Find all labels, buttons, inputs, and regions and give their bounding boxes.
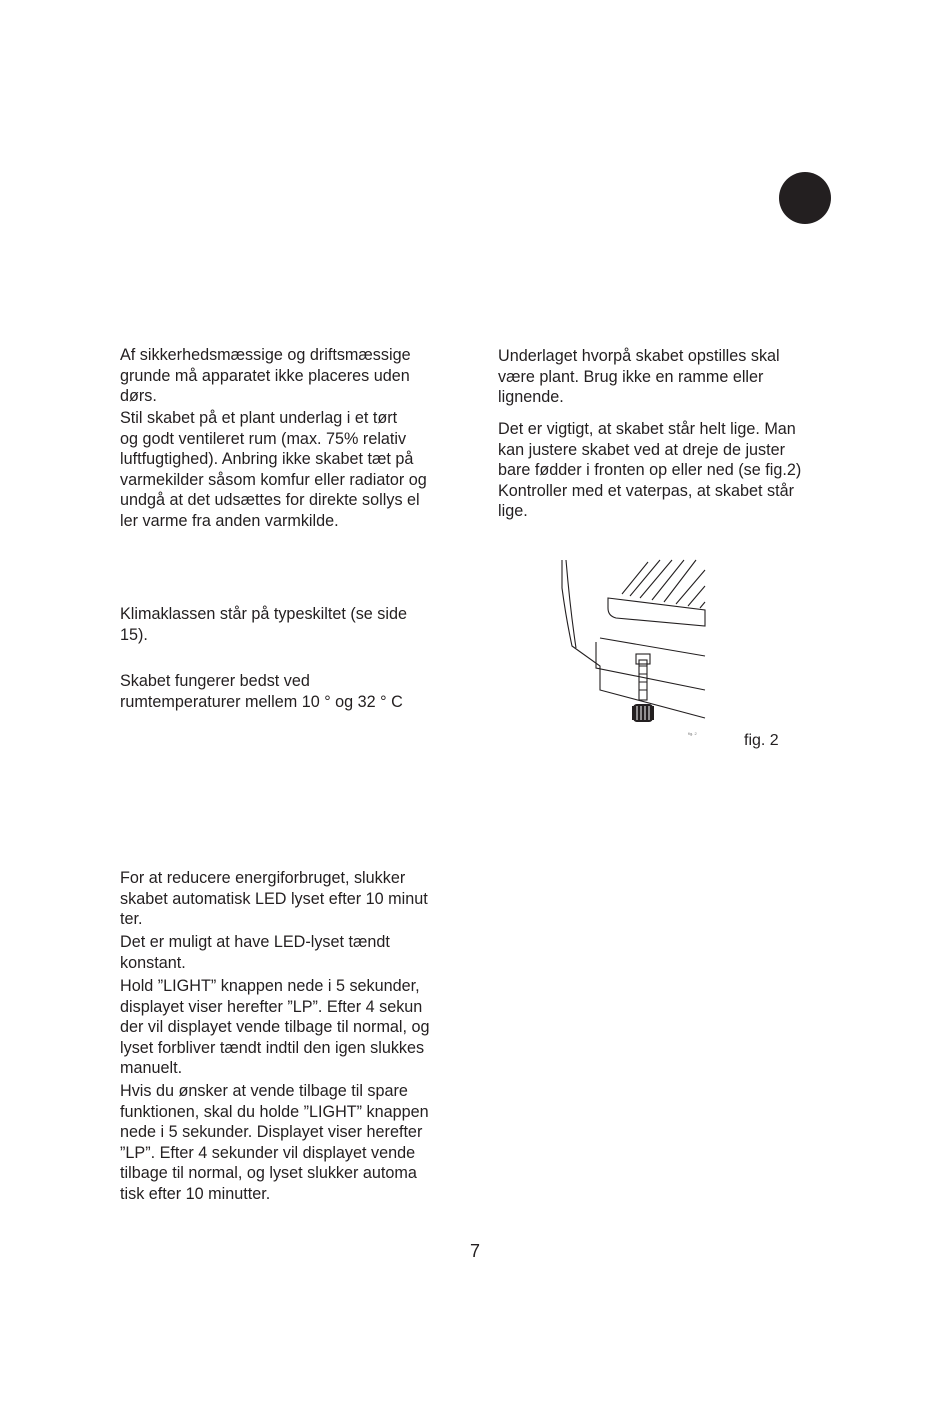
paragraph-leveling: Det er vigtigt, at skabet står helt lige. Man kan justere skabet ved at dreje de juster bare fødder i fronten op eller ned (se fig.2) Kontroller med et vaterpas, at skabet står lige. — [498, 420, 802, 521]
paragraph-placement: Stil skabet på et plant underlag i et tørt og godt ventileret rum (max. 75% relativ luftfugtighed). Anbring ikke skabet tæt på varmekilder såsom komfur eller radiator og undgå at det udsættes for direkte sollys el ler varme fra anden varmkilde. — [120, 409, 427, 530]
adjustable-foot-illustration — [560, 558, 708, 738]
paragraph-surface: Underlaget hvorpå skabet opstilles skal være plant. Brug ikke en ramme eller lignende. — [498, 347, 780, 407]
paragraph-room-temperature: Skabet fungerer bedst ved rumtemperaturer mellem 10 ° og 32 ° C — [120, 672, 403, 711]
figure-caption: fig. 2 — [744, 732, 779, 749]
paragraph-outdoor-warning: Af sikkerhedsmæssige og driftsmæssige grunde må apparatet ikke placeres uden dørs. — [120, 346, 411, 406]
page-number: 7 — [469, 1241, 480, 1261]
paragraph-led-energy: For at reducere energiforbruget, slukker skabet automatisk LED lyset efter 10 minut ter. — [120, 869, 428, 929]
paragraph-led-return-saving: Hvis du ønsker at vende tilbage til spare funktionen, skal du holde ”LIGHT” knappen nede i 5 sekunder. Displayet viser herefter ”LP”. Efter 4 sekunder vil displayet vende tilbage til normal, og lyset slukker automa tisk efter 10 minutter. — [120, 1082, 429, 1203]
language-marker-dot — [779, 172, 831, 224]
figure-inner-label: fig. 2 — [688, 731, 697, 736]
paragraph-led-hold-button: Hold ”LIGHT” knappen nede i 5 sekunder, displayet viser herefter ”LP”. Efter 4 sekun der vil displayet vende tilbage til normal, og lyset forbliver tændt indtil den igen slukkes manuelt. — [120, 977, 430, 1078]
paragraph-led-constant: Det er muligt at have LED-lyset tændt konstant. — [120, 933, 390, 972]
paragraph-climate-class: Klimaklassen står på typeskiltet (se side 15). — [120, 605, 407, 644]
